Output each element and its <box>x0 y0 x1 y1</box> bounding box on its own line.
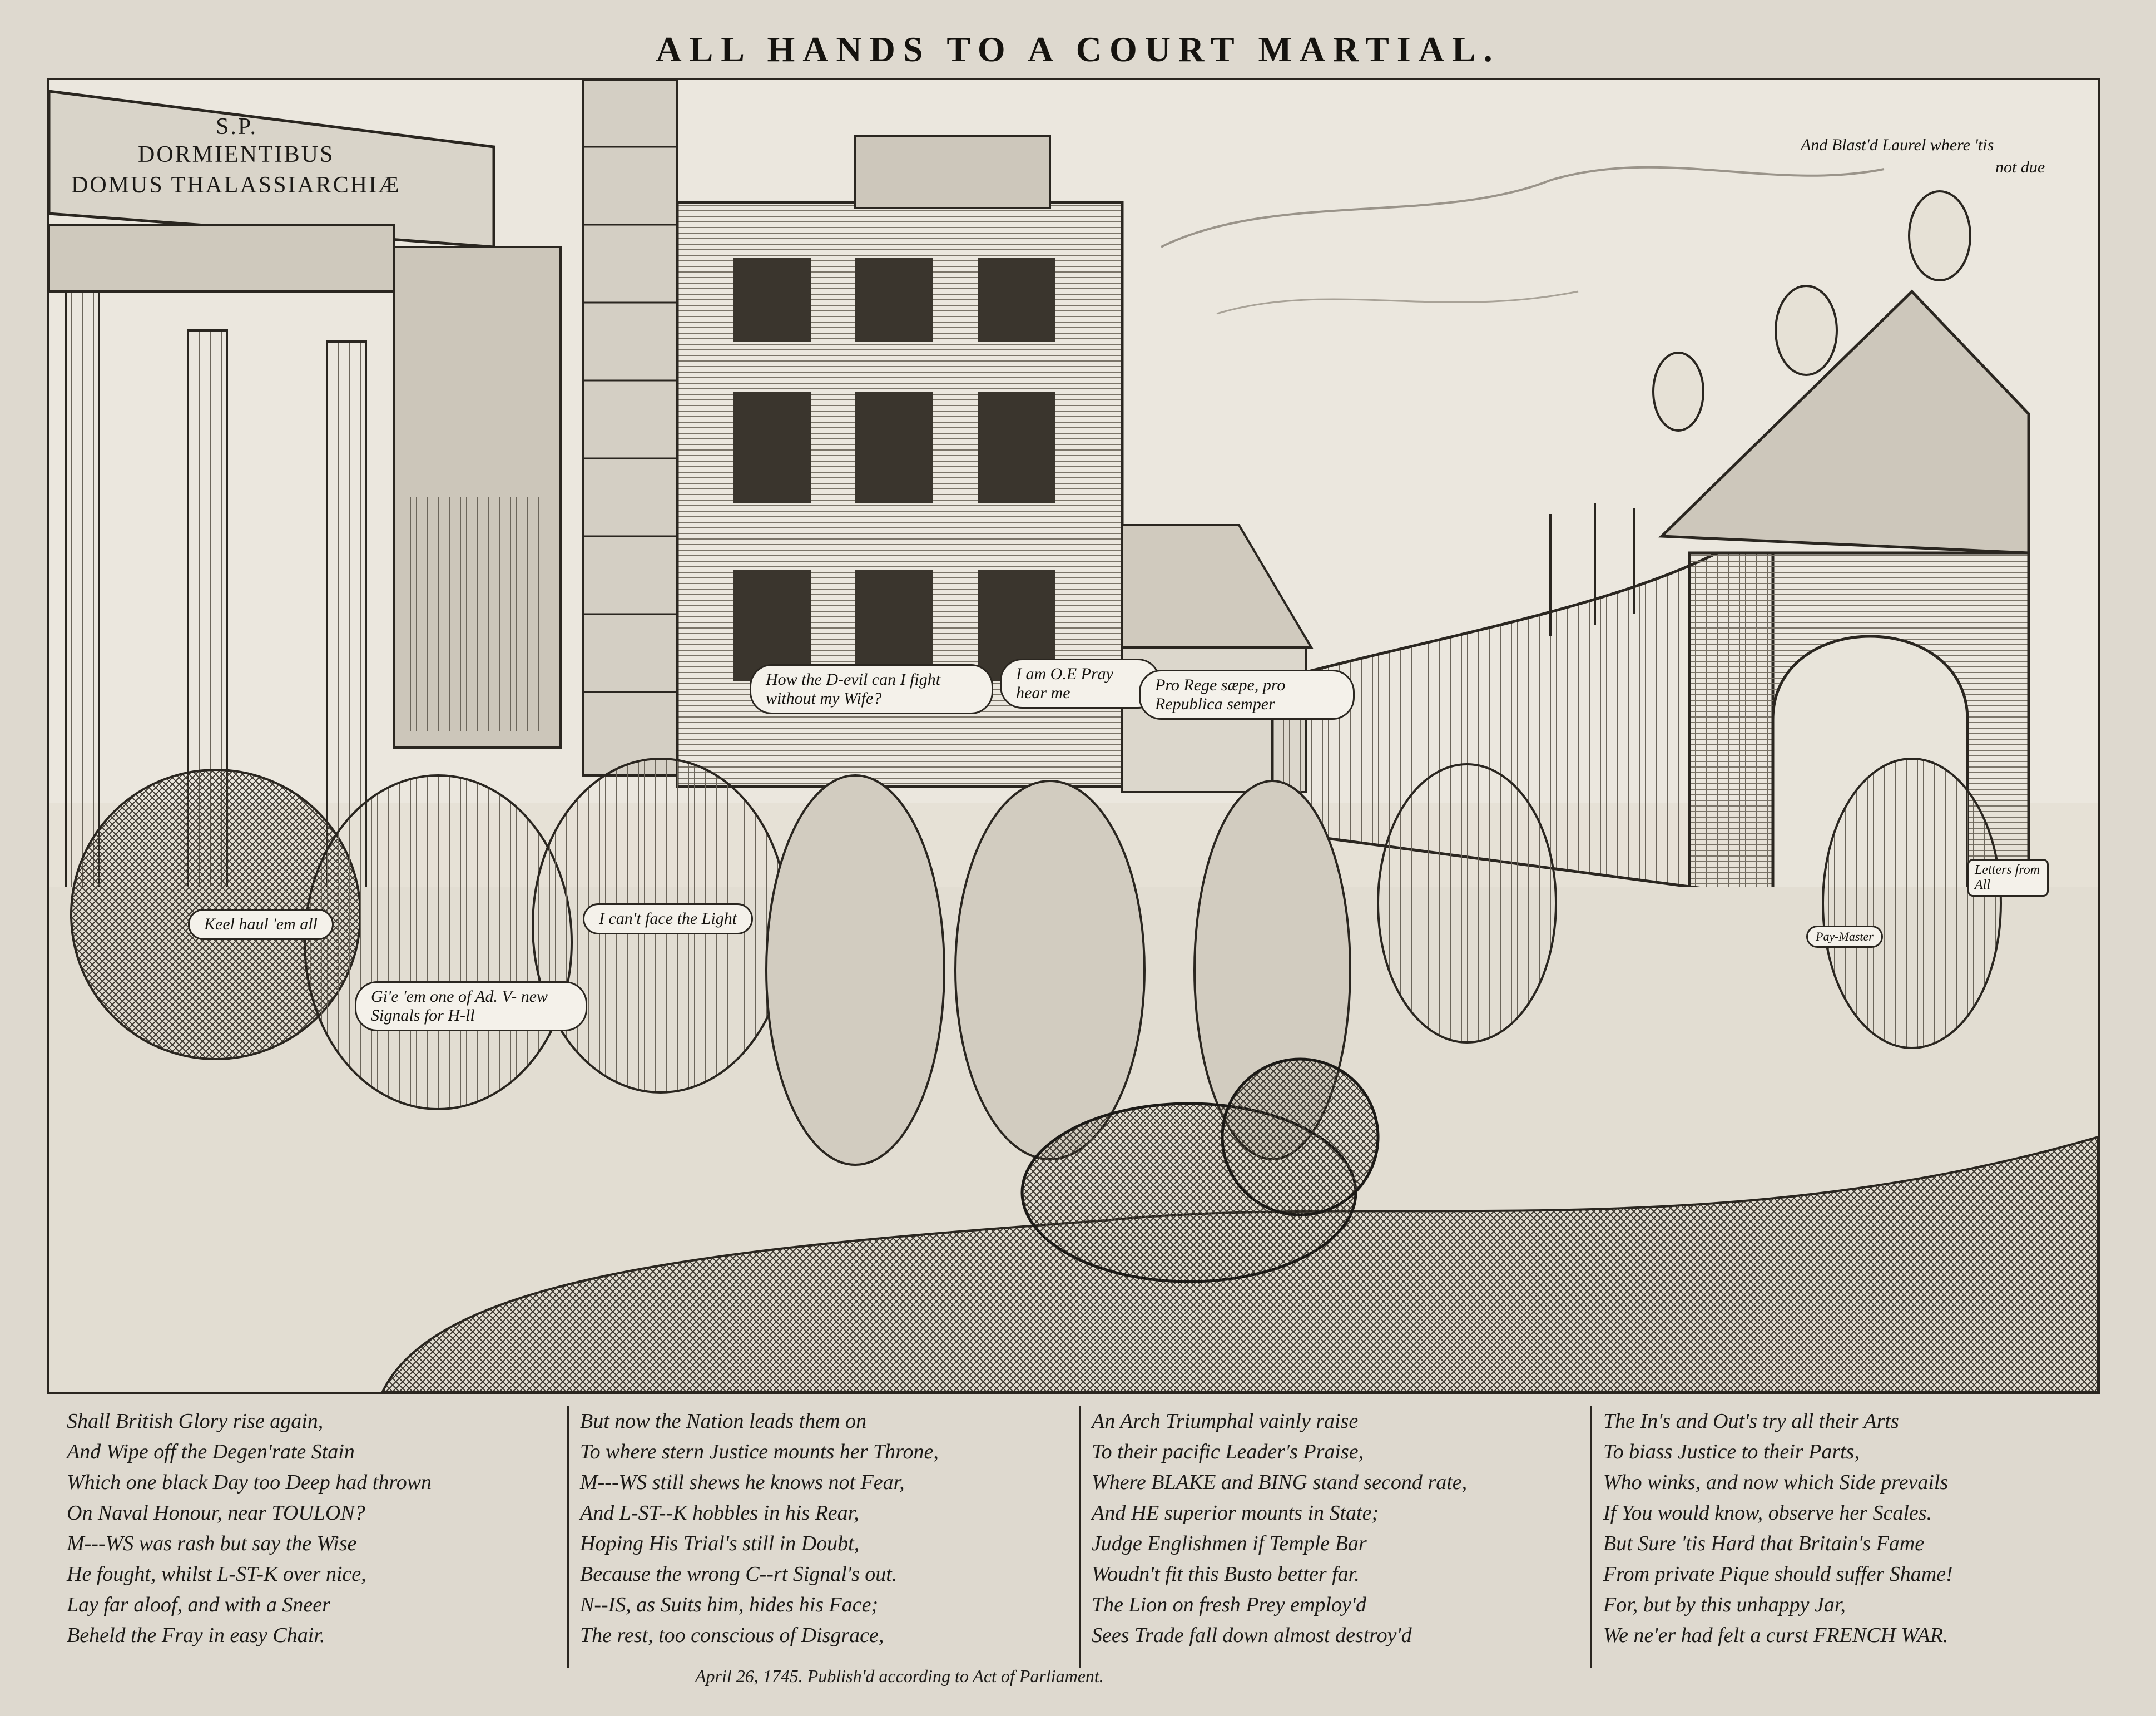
inscription-line-1: S.P. <box>216 114 258 140</box>
verse-line: Hoping His Trial's still in Doubt, <box>580 1532 860 1555</box>
laurel-caption-line-1: And Blast'd Laurel where 'tis <box>1801 136 1994 154</box>
verse-line: The rest, too conscious of Disgrace, <box>580 1624 884 1647</box>
verse-line: From private Pique should suffer Shame! <box>1603 1562 1953 1586</box>
banner-pro-rege: Pro Rege sæpe, pro Republica semper <box>1139 670 1355 720</box>
verse-column-1 <box>56 1406 567 1668</box>
verse-line: But Sure 'tis Hard that Britain's Fame <box>1603 1532 1925 1555</box>
verse-line: Where BLAKE and BING stand second rate, <box>1092 1471 1468 1494</box>
engraving-illustration <box>49 80 2098 1392</box>
laurel-caption-line-2: not due <box>1995 158 2045 176</box>
banner-devil-wife: How the D-evil can I fight without my Wife? <box>750 664 993 714</box>
verse-column-4 <box>1590 1406 2102 1668</box>
verse-line: For, but by this unhappy Jar, <box>1603 1593 1846 1616</box>
inscription-line-3: DOMUS THALASSIARCHIÆ <box>71 172 401 198</box>
verse-line: On Naval Honour, near TOULON? <box>67 1501 365 1525</box>
verse-line: Because the wrong C--rt Signal's out. <box>580 1562 898 1586</box>
banner-letters: Letters from All <box>1967 859 2049 897</box>
verse-line: The In's and Out's try all their Arts <box>1603 1410 1899 1433</box>
banner-i-am: I am O.E Pray hear me <box>1000 659 1160 709</box>
verse-line: M---WS still shews he knows not Fear, <box>580 1471 905 1494</box>
verse-line: Which one black Day too Deep had thrown <box>67 1471 432 1494</box>
engraving-plate <box>47 78 2100 1394</box>
verse-line: M---WS was rash but say the Wise <box>67 1532 357 1555</box>
verse-line: Judge Englishmen if Temple Bar <box>1092 1532 1367 1555</box>
verse-line: Beheld the Fray in easy Chair. <box>67 1624 325 1647</box>
banner-new-signals: Gi'e 'em one of Ad. V- new Signals for H-ll <box>355 981 587 1031</box>
verse-line: And HE superior mounts in State; <box>1092 1501 1379 1525</box>
print-title: ALL HANDS TO A COURT MARTIAL. <box>656 29 1500 69</box>
verse-line: If You would know, observe her Scales. <box>1603 1501 1932 1525</box>
banner-keel-haul: Keel haul 'em all <box>188 909 334 940</box>
verse-line: He fought, whilst L-ST-K over nice, <box>67 1562 366 1586</box>
verse-line: An Arch Triumphal vainly raise <box>1092 1410 1359 1433</box>
verse-line: To their pacific Leader's Praise, <box>1092 1440 1364 1463</box>
verse-column-2 <box>567 1406 1079 1668</box>
verse-line: To biass Justice to their Parts, <box>1603 1440 1860 1463</box>
verse-line: Sees Trade fall down almost destroy'd <box>1092 1624 1412 1647</box>
verse-line: N--IS, as Suits him, hides his Face; <box>580 1593 879 1616</box>
verse-line: Shall British Glory rise again, <box>67 1410 324 1433</box>
verse-line: But now the Nation leads them on <box>580 1410 867 1433</box>
banner-cant-face-light: I can't face the Light <box>583 903 753 934</box>
publication-imprint: April 26, 1745. Publish'd according to Act of Parliament. <box>695 1666 1104 1686</box>
verse-line: Who winks, and now which Side prevails <box>1603 1471 1949 1494</box>
verse-line: Lay far aloof, and with a Sneer <box>67 1593 330 1616</box>
verse-line: And Wipe off the Degen'rate Stain <box>67 1440 355 1463</box>
verse-line: We ne'er had felt a curst FRENCH WAR. <box>1603 1624 1949 1647</box>
verse-line: To where stern Justice mounts her Throne, <box>580 1440 939 1463</box>
verse-columns <box>56 1406 2102 1668</box>
inscription-line-2: DORMIENTIBUS <box>138 142 335 167</box>
verse-line: The Lion on fresh Prey employ'd <box>1092 1593 1366 1616</box>
verse-column-3 <box>1079 1406 1590 1668</box>
banner-paymaster: Pay-Master <box>1806 926 1883 948</box>
verse-line: And L-ST--K hobbles in his Rear, <box>580 1501 859 1525</box>
verse-line: Woudn't fit this Busto better far. <box>1092 1562 1360 1586</box>
